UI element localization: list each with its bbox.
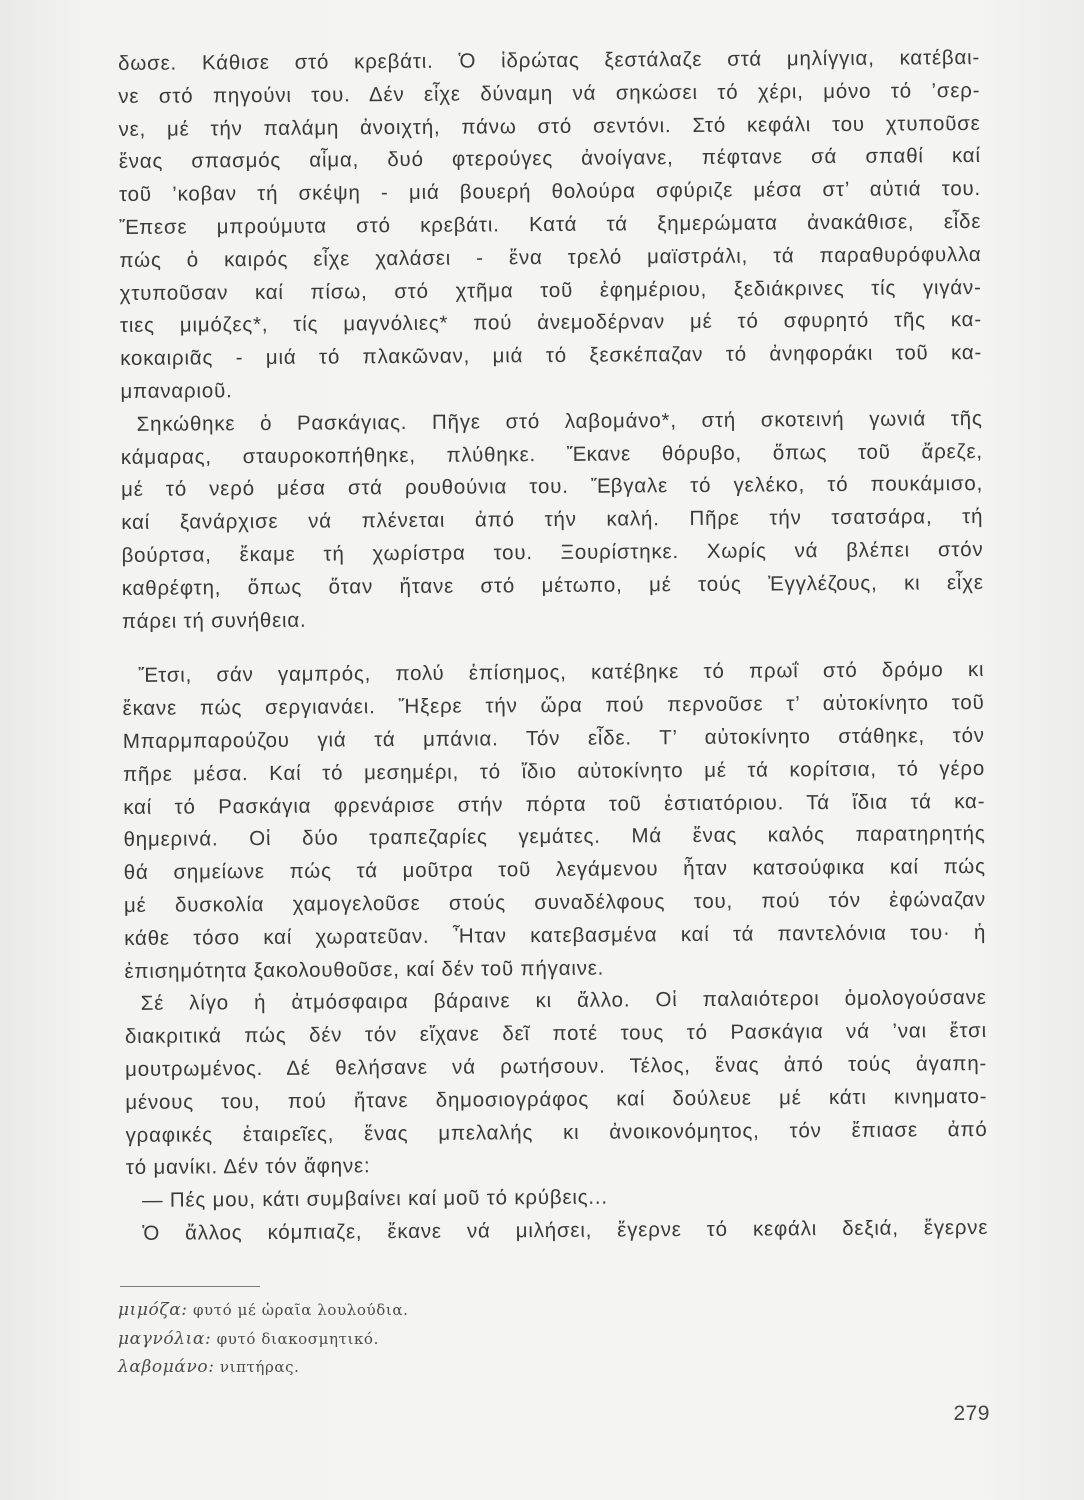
text-line: ἔκανε πώς σεργιανάει. Ἤξερε τήν ὥρα πού περνοῦσε τ’ αὐτοκίνητο τοῦ: [122, 691, 985, 721]
paragraph-start-line: Σέ λίγο ἡ ἀτμόσφαιρα βάραινε κι ἄλλο. Οἱ παλαιότεροι ὁμολογούσανε: [140, 986, 987, 1016]
text-line: γραφικές ἑταιρεῖες, ἕνας μπελαλής κι ἀνοικονόμητος, τόν ἔπιασε ἀπό: [125, 1117, 988, 1147]
footnote-term: μαγνόλια:: [118, 1328, 212, 1349]
text-line: κάθε τόσο καί χωρατεῦαν. Ἦταν κατεβασμένα καί τά παντελόνια του· ἡ: [124, 920, 987, 950]
text-line: μένους του, πού ἤτανε δημοσιογράφος καί δούλευε μέ κάτι κινηματο-: [125, 1084, 988, 1114]
footnote: [118, 1296, 408, 1325]
footnote-definition: φυτό μέ ὡραῖα λουλούδια.: [192, 1301, 409, 1319]
text-line: νε στό πηγούνι του. Δέν εἶχε δύναμη νά σηκώσει τό χέρι, μόνο τό ’σερ-: [118, 78, 981, 108]
text-line: διακριτικά πώς δέν τόν εἴχανε δεῖ ποτέ τους τό Ρασκάγια νά ’ναι ἔτσι: [124, 1019, 987, 1049]
text-line: Μπαρμπαρούζου γιά τά μπάνια. Τόν εἶδε. Τ’ αὐτοκίνητο στάθηκε, τόν: [122, 723, 985, 753]
text-line: Ἔπεσε μπρούμυτα στό κρεβάτι. Κατά τά ξημερώματα ἀνακάθισε, εἶδε: [119, 209, 982, 239]
text-line: τό μανίκι. Δέν τόν ἄφηνε:: [125, 1154, 371, 1180]
paragraph-start-line: Ὁ ἄλλος κόμπιαζε, ἔκανε νά μιλήσει, ἔγερνε τό κεφάλι δεξιά, ἔγερνε: [142, 1215, 989, 1245]
text-line: πῆρε μέσα. Καί τό μεσημέρι, τό ἴδιο αὐτοκίνητο μέ τά κορίτσια, τό γέρο: [122, 756, 986, 786]
body-text: [118, 42, 988, 1251]
text-line: μουτρωμένος. Δέ θελήσανε νά ρωτήσουν. Τέλος, ἕνας ἀπό τούς ἀγαπη-: [125, 1051, 988, 1081]
footnote: [118, 1325, 408, 1354]
text-line: δωσε. Κάθισε στό κρεβάτι. Ὁ ἱδρώτας ξεστάλαζε στά μηλίγγια, κατέβαι-: [118, 45, 981, 75]
text-line: βούρτσα, ἔκαμε τή χωρίστρα του. Ξουρίστηκε. Χωρίς νά βλέπει στόν: [121, 537, 984, 567]
text-line: ἕνας σπασμός αἷμα, δυό φτερούγες ἀνοίγανε, πέφτανε σά σπαθί καί: [118, 144, 981, 174]
footnotes: [118, 1296, 408, 1382]
paragraph-start-line: Σηκώθηκε ὁ Ρασκάγιας. Πῆγε στό λαβομάνο*, στή σκοτεινή γωνιά τῆς: [136, 406, 983, 436]
text-line: κάμαρας, σταυροκοπήθηκε, πλύθηκε. Ἔκανε θόρυβο, ὅπως τοῦ ἄρεζε,: [120, 439, 983, 469]
text-line: κοκαιριᾶς - μιά τό πλακῶναν, μιά τό ξεσκέπαζαν τό ἀνηφοράκι τοῦ κα-: [120, 341, 983, 371]
text-line: τοῦ ’κοβαν τή σκέψη - μιά βουερή θολούρα σφύριζε μέσα στ’ αὐτιά του.: [118, 177, 982, 207]
text-line: πάρει τή συνήθεια.: [121, 608, 307, 633]
footnote: [118, 1353, 408, 1382]
footnote-divider: [120, 1286, 260, 1287]
text-line: καί τό Ρασκάγια φρενάρισε στήν πόρτα τοῦ ἑστιατόριου. Τά ἴδια τά κα-: [123, 789, 986, 819]
text-line: πώς ὁ καιρός εἶχε χαλάσει - ἕνα τρελό μαϊστράλι, τά παραθυρόφυλλα: [119, 242, 982, 272]
paragraph-start-line: Ἔτσι, σάν γαμπρός, πολύ ἐπίσημος, κατέβηκε τό πρωΐ στό δρόμο κι: [138, 658, 985, 688]
text-line: χτυποῦσαν καί πίσω, στό χτῆμα τοῦ ἐφημέριου, ξεδιάκρινες τίς γιγάν-: [119, 275, 982, 305]
footnote-term: μιμόζα:: [118, 1300, 188, 1320]
text-line: τιες μιμόζες*, τίς μαγνόλιες* πού ἀνεμοδέρναν μέ τό σφυρητό τῆς κα-: [119, 308, 982, 338]
text-line: θά σημείωνε πώς τά μοῦτρα τοῦ λεγάμενου ἦταν κατσούφικα καί πώς: [123, 855, 986, 885]
text-line: καί ξανάρχισε νά πλένεται ἀπό τήν καλή. Πῆρε τήν τσατσάρα, τή: [121, 505, 984, 535]
dialogue-line: — Πές μου, κάτι συμβαίνει καί μοῦ τό κρύβεις...: [141, 1185, 608, 1212]
text-line: νε, μέ τήν παλάμη ἀνοιχτή, πάνω στό σεντόνι. Στό κεφάλι του χτυποῦσε: [118, 111, 981, 141]
text-line: καθρέφτη, ὅπως ὅταν ἤτανε στό μέτωπο, μέ τούς Ἐγγλέζους, κι εἶχε: [121, 570, 984, 600]
text-line: ἐπισημότητα ξακολουθοῦσε, καί δέν τοῦ πήγαινε.: [124, 956, 605, 983]
footnote-definition: φυτό διακοσμητικό.: [216, 1329, 379, 1348]
text-line: μπαναριοῦ.: [120, 379, 233, 403]
page-number: 279: [953, 1402, 990, 1425]
text-line: μέ τό νερό μέσα στά ρουθούνια του. Ἔβγαλε τό γελέκο, τό πουκάμισο,: [121, 472, 984, 502]
footnote-term: λαβομάνο:: [118, 1357, 215, 1377]
text-line: μέ δυσκολία χαμογελοῦσε στούς συναδέλφους του, πού τόν ἐφώναζαν: [123, 887, 987, 917]
footnote-definition: νιπτήρας.: [219, 1358, 300, 1376]
text-line: θημερινά. Οἱ δύο τραπεζαρίες γεμάτες. Μά ἕνας καλός παρατηρητής: [123, 822, 986, 852]
